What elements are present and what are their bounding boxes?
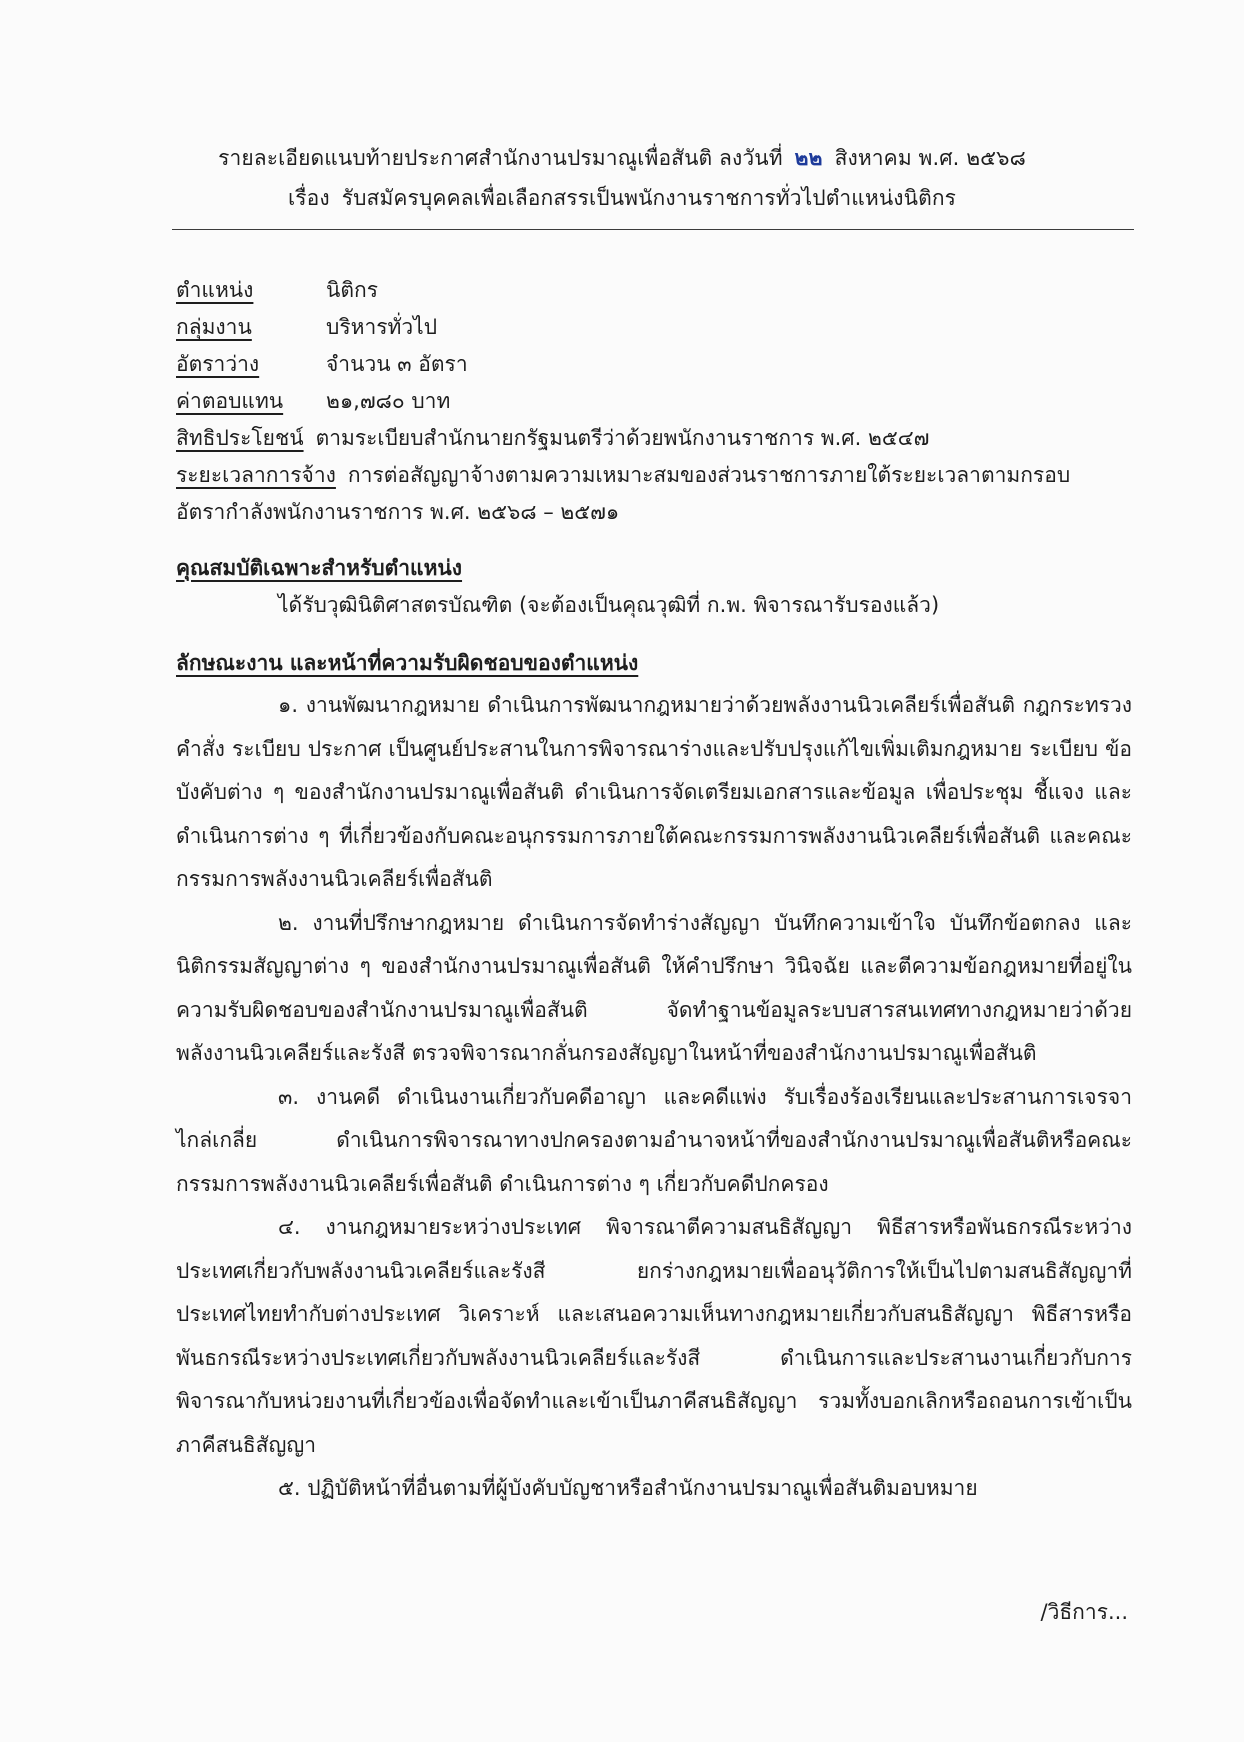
duty-item-3: ๓. งานคดี ดำเนินงานเกี่ยวกับคดีอาญา และคดีแพ่ง รับเรื่องร้องเรียนและประสานการเจรจา ไกล่เกลี่ย ดำเนินการพิจารณาทางปกครองตามอำนาจหน้าที่ของสำนักงานปรมาณูเพื่อสันติหรือคณะกรรมการพลังงานนิวเคลียร์เพื่อสันติ ดำเนินการต่าง ๆ เกี่ยวกับคดีปกครอง (176, 1084, 1132, 1196)
duty-item-1: ๑. งานพัฒนากฎหมาย ดำเนินการพัฒนากฎหมายว่าด้วยพลังงานนิวเคลียร์เพื่อสันติ กฎกระทรวง คำสั่ง ระเบียบ ประกาศ เป็นศูนย์ประสานในการพิจารณาร่างและปรับปรุงแก้ไขเพิ่มเติมกฎหมาย ระเบียบ ข้อบังคับต่าง ๆ ของสำนักงานปรมาณูเพื่อสันติ ดำเนินการจัดเตรียมเอกสารและข้อมูล เพื่อประชุม ชี้แจง และดำเนินการต่าง ๆ ที่เกี่ยวข้องกับคณะอนุกรรมการภายใต้คณะกรรมการพลังงานนิวเคลียร์เพื่อสันติ และคณะกรรมการพลังงานนิวเคลียร์เพื่อสันติ (176, 693, 1132, 891)
header-divider (172, 229, 1134, 230)
duty-item-2: ๒. งานที่ปรึกษากฎหมาย ดำเนินการจัดทำร่างสัญญา บันทึกความเข้าใจ บันทึกข้อตกลง และนิติกรรมสัญญาต่าง ๆ ของสำนักงานปรมาณูเพื่อสันติ ให้คำปรึกษา วินิจฉัย และตีความข้อกฎหมายที่อยู่ในความรับผิดชอบของสำนักงานปรมาณูเพื่อสันติ จัดทำฐานข้อมูลระบบสารสนเทศทางกฎหมายว่าด้วยพลังงานนิวเคลียร์และรังสี ตรวจพิจารณากลั่นกรองสัญญาในหน้าที่ของสำนักงานปรมาณูเพื่อสันติ (176, 910, 1132, 1065)
continued-marker: /วิธีการ... (1040, 1600, 1128, 1624)
subject-label: เรื่อง (287, 186, 330, 210)
field-term-continuation: อัตรากำลังพนักงานราชการ พ.ศ. ๒๕๖๘ – ๒๕๗๑ (176, 500, 620, 524)
field-benefits: สิทธิประโยชน์ ตามระเบียบสำนักนายกรัฐมนตรีว่าด้วยพนักงานราชการ พ.ศ. ๒๕๔๗ (176, 426, 930, 450)
duties-section (176, 645, 1132, 1511)
qualification-title: คุณสมบัติเฉพาะสำหรับตำแหน่ง (176, 556, 463, 580)
duties-title: ลักษณะงาน และหน้าที่ความรับผิดชอบของตำแหน่ง (176, 651, 639, 675)
field-position: ตำแหน่ง นิติกร (176, 278, 378, 302)
duty-item-4: ๔. งานกฎหมายระหว่างประเทศ พิจารณาตีความสนธิสัญญา พิธีสารหรือพันธกรณีระหว่างประเทศเกี่ยวกับพลังงานนิวเคลียร์และรังสี ยกร่างกฎหมายเพื่ออนุวัติการให้เป็นไปตามสนธิสัญญาที่ประเทศไทยทำกับต่างประเทศ วิเคราะห์ และเสนอความเห็นทางกฎหมายเกี่ยวกับสนธิสัญญา พิธีสารหรือพันธกรณีระหว่างประเทศเกี่ยวกับพลังงานนิวเคลียร์และรังสี ดำเนินการและประสานงานเกี่ยวกับการพิจารณากับหน่วยงานที่เกี่ยวข้องเพื่อจัดทำและเข้าเป็นภาคีสนธิสัญญา รวมทั้งบอกเลิกหรือถอนการเข้าเป็นภาคีสนธิสัญญา (176, 1215, 1132, 1457)
position-fields (176, 272, 1132, 531)
duty-item-5: ๕. ปฏิบัติหน้าที่อื่นตามที่ผู้บังคับบัญชาหรือสำนักงานปรมาณูเพื่อสันติมอบหมาย (278, 1476, 978, 1500)
field-term: ระยะเวลาการจ้าง การต่อสัญญาจ้างตามความเหมาะสมของส่วนราชการภายใต้ระยะเวลาตามกรอบ (176, 463, 1071, 487)
field-vacancy: อัตราว่าง จำนวน ๓ อัตรา (176, 352, 468, 376)
subject-text: รับสมัครบุคคลเพื่อเลือกสรรเป็นพนักงานราชการทั่วไปตำแหน่งนิติกร (341, 186, 957, 210)
qualification-text: ได้รับวุฒินิติศาสตรบัณฑิต (จะต้องเป็นคุณวุฒิที่ ก.พ. พิจารณารับรองแล้ว) (278, 593, 940, 617)
field-group: กลุ่มงาน บริหารทั่วไป (176, 315, 438, 339)
header-line-1: รายละเอียดแนบท้ายประกาศสำนักงานปรมาณูเพื่อสันติ ลงวันที่ ๒๒ สิงหาคม พ.ศ. ๒๕๖๘ (218, 146, 1026, 170)
field-salary: ค่าตอบแทน ๒๑,๗๘๐ บาท (176, 389, 451, 413)
announcement-day: ๒๒ (794, 146, 823, 170)
document-header (0, 138, 1244, 218)
header-line-2 (0, 178, 1244, 218)
qualification-section (176, 550, 1132, 624)
